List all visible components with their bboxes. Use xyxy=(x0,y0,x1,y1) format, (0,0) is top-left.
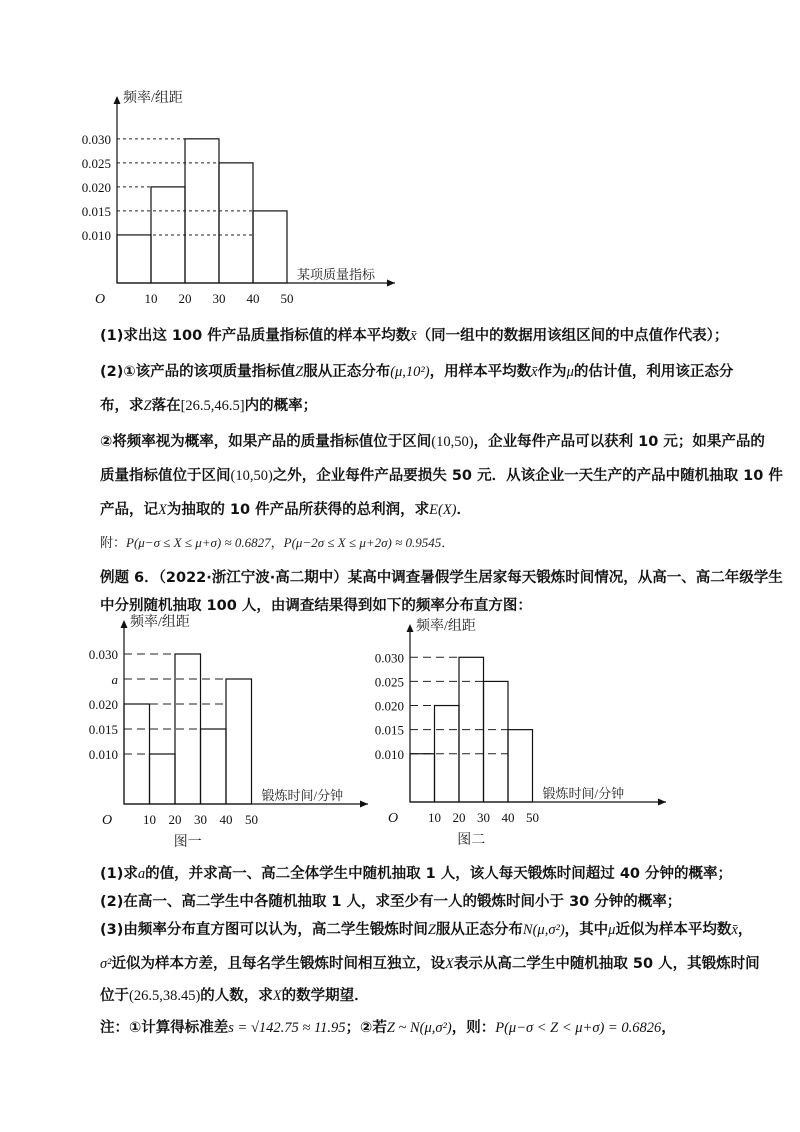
grade-1-histogram xyxy=(68,612,378,852)
y-tick-label: 0.030 xyxy=(88,647,118,662)
question-2-line-2: 布，求Z落在[26.5,46.5]内的概率； xyxy=(100,398,318,414)
math-interval: [26.5,46.5] xyxy=(180,398,245,414)
x-tick-label: 20 xyxy=(168,812,182,827)
ex6-question-1: (1)求a的值，并求高一、高二全体学生中随机抽取 1 人，该人每天锻炼时间超过 40 分钟的概率； xyxy=(100,866,733,882)
y-tick-label: 0.020 xyxy=(81,179,111,195)
x-tick-label: 20 xyxy=(452,810,466,825)
question-1: (1)求出这 100 件产品质量指标值的样本平均数x̄（同一组中的数据用该组区间的中点值作代表）； xyxy=(100,328,729,344)
histogram-bar xyxy=(410,754,435,802)
figure-caption: 图二 xyxy=(457,833,486,848)
y-axis-label: 频率/组距 xyxy=(123,91,183,106)
y-axis-label: 频率/组距 xyxy=(130,615,190,630)
histogram-bar xyxy=(226,679,252,804)
x-tick-label: 50 xyxy=(280,291,294,306)
origin-label: O xyxy=(388,811,399,826)
x-tick-label: 30 xyxy=(477,810,490,825)
y-tick-label: 0.030 xyxy=(374,650,404,666)
origin-label: O xyxy=(95,292,106,307)
x-tick-label: 40 xyxy=(246,291,260,306)
x-tick-label: 10 xyxy=(428,810,441,825)
math-normal-params: (μ,10²) xyxy=(390,364,430,380)
x-tick-label: 50 xyxy=(526,810,539,825)
question-2b-line-1: ②将频率视为概率，如果产品的质量指标值位于区间(10,50)，企业每件产品可以获利 10 元；如果产品的 xyxy=(100,434,765,450)
example-6-heading: 例题 6．（2022·浙江宁波·高二期中）某高中调查暑假学生居家每天锻炼时间情况，从高一、高二年级学生 xyxy=(100,570,783,586)
quality-index-histogram xyxy=(60,88,420,308)
ex6-question-3-line-2: σ²近似为样本方差，且每名学生锻炼时间相互独立，设X表示从高二学生中随机抽取 50 人，其锻炼时间 xyxy=(100,956,760,972)
x-axis-arrow xyxy=(658,799,666,806)
x-tick-label: 30 xyxy=(212,291,226,306)
histogram-bar xyxy=(508,730,533,802)
x-axis-label: 锻炼时间/分钟 xyxy=(261,788,344,803)
histogram-bar xyxy=(201,729,227,804)
y-tick-label: 0.025 xyxy=(81,155,111,171)
y-tick-label: 0.010 xyxy=(88,747,118,762)
histogram-bar xyxy=(253,211,287,283)
x-tick-label: 20 xyxy=(178,291,192,306)
question-2-line-1: (2)①该产品的该项质量指标值Z服从正态分布(μ,10²)，用样本平均数x̄作为μ的估计值，利用该正态分 xyxy=(100,364,734,380)
y-axis-label: 频率/组距 xyxy=(416,619,476,634)
x-tick-label: 10 xyxy=(143,812,156,827)
y-tick-label: 0.010 xyxy=(374,746,404,762)
figure-caption: 图一 xyxy=(173,835,202,850)
origin-label: O xyxy=(102,813,113,828)
y-tick-label: 0.030 xyxy=(81,131,111,147)
x-tick-label: 40 xyxy=(501,810,515,825)
y-tick-label: 0.010 xyxy=(81,227,111,243)
histogram-bar xyxy=(117,235,151,283)
y-tick-label: 0.015 xyxy=(88,722,118,737)
ex6-question-3-line-1: (3)由频率分布直方图可以认为，高二学生锻炼时间Z服从正态分布N(μ,σ²)，其中μ近似为样本平均数x̄， xyxy=(100,922,753,938)
x-axis-label: 锻炼时间/分钟 xyxy=(542,786,625,801)
x-tick-label: 50 xyxy=(245,812,258,827)
y-tick-label: 0.025 xyxy=(374,674,404,690)
ex6-question-3-line-3: 位于(26.5,38.45)的人数，求X的数学期望． xyxy=(100,988,369,1004)
question-2b-line-3: 产品，记X为抽取的 10 件产品所获得的总利润，求E(X)． xyxy=(100,502,472,518)
histogram-bar xyxy=(150,754,176,804)
ex6-note: 注：①计算得标准差s = √142.75 ≈ 11.95；②若Z ~ N(μ,σ²)，则：P(μ−σ < Z < μ+σ) = 0.6826， xyxy=(100,1020,676,1036)
y-tick-label: 0.020 xyxy=(374,698,404,714)
appendix-note: 附：P(μ−σ ≤ X ≤ μ+σ) ≈ 0.6827，P(μ−2σ ≤ X ≤ μ+2σ) ≈ 0.9545． xyxy=(100,535,455,550)
histogram-bar xyxy=(219,163,253,283)
y-axis-arrow xyxy=(114,96,121,104)
x-axis-arrow xyxy=(387,280,395,287)
math-xbar: x̄ xyxy=(410,328,417,344)
y-tick-label: 0.020 xyxy=(88,697,118,712)
x-tick-label: 10 xyxy=(144,291,158,306)
x-axis-label: 某项质量指标 xyxy=(297,267,376,282)
histogram-bar xyxy=(484,681,509,802)
example-6-intro: 中分别随机抽取 100 人，由调查结果得到如下的频率分布直方图： xyxy=(100,598,532,614)
ex6-question-2: (2)在高一、高二学生中各随机抽取 1 人，求至少有一人的锻炼时间小于 30 分钟的概率； xyxy=(100,894,682,910)
x-tick-label: 30 xyxy=(194,812,207,827)
question-2b-line-2: 质量指标值位于区间(10,50)之外，企业每件产品要损失 50 元．从该企业一天生产的产品中随机抽取 10 件 xyxy=(100,468,783,484)
y-tick-label: a xyxy=(111,672,118,687)
y-tick-label: 0.015 xyxy=(374,722,404,738)
grade-2-histogram xyxy=(356,616,676,852)
y-tick-label: 0.015 xyxy=(81,203,111,219)
x-tick-label: 40 xyxy=(219,812,233,827)
y-axis-arrow xyxy=(121,620,128,628)
y-axis-arrow xyxy=(407,624,414,632)
